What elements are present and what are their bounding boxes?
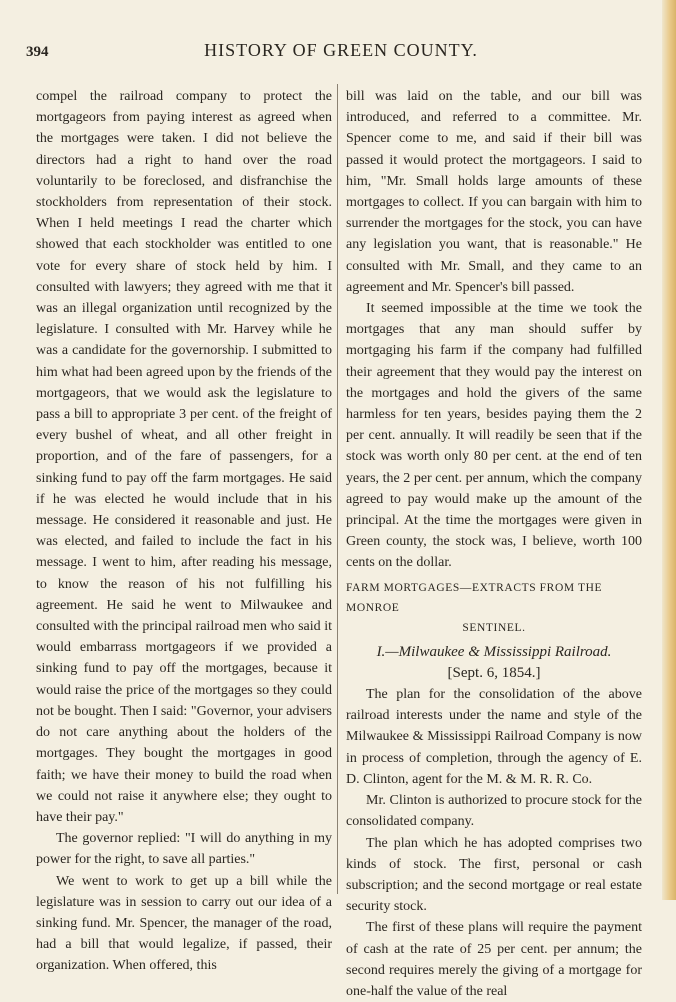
paragraph: We went to work to get up a bill while the legislature was in session to carry out our idea of a sinking fund. Mr. Spencer, the manager of the road, had a bill that would legalize, if passed, their organization. When offered, this <box>36 873 332 974</box>
page-number: 394 <box>26 44 49 60</box>
page-header <box>26 40 656 64</box>
left-column <box>36 86 332 977</box>
paragraph: The plan which he has adopted comprises two kinds of stock. The first, personal or cash subscription; and the second mortgage or real estate security stock. <box>346 835 642 915</box>
page-edge <box>662 0 676 900</box>
paragraph: bill was laid on the table, and our bill was introduced, and referred to a committee. Mr. Spencer come to me, and said if their bill was passed it would protect the mortgageors. I said to him, "Mr. Small holds large amounts of these mortgages to collect. If you can bargain with him to surrender the mortgages for the stock, you can have any legislation you want, that is reasonable." He consulted with Mr. Small, and they came to an agreement and Mr. Spencer's bill passed. <box>346 89 642 295</box>
article-title: I.—Milwaukee & Mississippi Railroad. <box>376 643 612 660</box>
paragraph: The plan for the consolidation of the above railroad interests under the name and style of the Milwaukee & Mississippi Railroad Company is now in process of completion, through the agency of E. D. Clinton, agent for the M. & M. R. R. Co. <box>346 687 642 787</box>
right-column <box>346 86 642 1002</box>
paragraph: Mr. Clinton is authorized to procure stock for the consolidated company. <box>346 793 642 830</box>
column-divider <box>337 84 338 894</box>
paragraph: compel the railroad company to protect the mortgageors from paying interest as agreed when the mortgages were taken. I did not believe the directors had a right to hand over the road voluntarily to be foreclosed, and disfranchise the stockholders from representation of their stock. When I held meetings I read the charter which showed that each stockholder was entitled to one vote for every share of stock held by him. I consulted with lawyers; they agreed with me that it was an illegal organization until recognized by the legislature. I consulted with Mr. Harvey while he was a candidate for the governorship. I submitted to him what had been agreed upon by the friends of the mortgageors, that we would ask the legislature to pass a bill to appropriate 3 per cent. of the freight of every bushel of wheat, and all other freight in proportion, and of the fare of passengers, for a sinking fund to pay off the farm mortgages. He said if he was elected he would include that in his message. He considered it reasonable and just. He was elected, and failed to include the fact in his message. I went to him, after reading his message, to know the reason of his not fulfilling his agreement. He said he went to Milwaukee and consulted with the principal railroad men who said it would embarrass mortgageors if we provided a sinking fund to pay off the mortgages, because it would raise the price of the mortgages so they could not be bought. Then I said: "Governor, your advisers do not care anything about the holders of the mortgages. They bought the mortgages in good faith; we have their money to build the road when we could not raise it anywhere else; they ought to have their pay." <box>36 89 332 825</box>
paragraph: It seemed impossible at the time we took the mortgages that any man should suffer by mortgaging his farm if the company had fulfilled their agreement that they would pay the interest on the mortgages and hold the givers of the same harmless for ten years, besides paying them the 2 per cent. annually. It will readily be seen that if the stock was worth only 80 per cent. at the end of ten years, the 2 per cent. per annum, which the company agreed to pay would make up the amount of the principal. At the time the mortgages were given in Green county, the stock was, I believe, worth 100 cents on the dollar. <box>346 301 642 571</box>
section-heading-line: SENTINEL. <box>462 621 526 634</box>
article-date: [Sept. 6, 1854.] <box>447 664 541 681</box>
paragraph: The governor replied: "I will do anything in my power for the right, to save all parties." <box>36 831 332 868</box>
section-heading-line: FARM MORTGAGES—EXTRACTS FROM THE MONROE <box>346 581 603 614</box>
paragraph: The first of these plans will require the payment of cash at the rate of 25 per cent. per annum; the second requires merely the giving of a mortgage for one-half the value of the real <box>346 920 642 999</box>
running-title: HISTORY OF GREEN COUNTY. <box>204 40 478 60</box>
section-heading <box>346 578 642 638</box>
